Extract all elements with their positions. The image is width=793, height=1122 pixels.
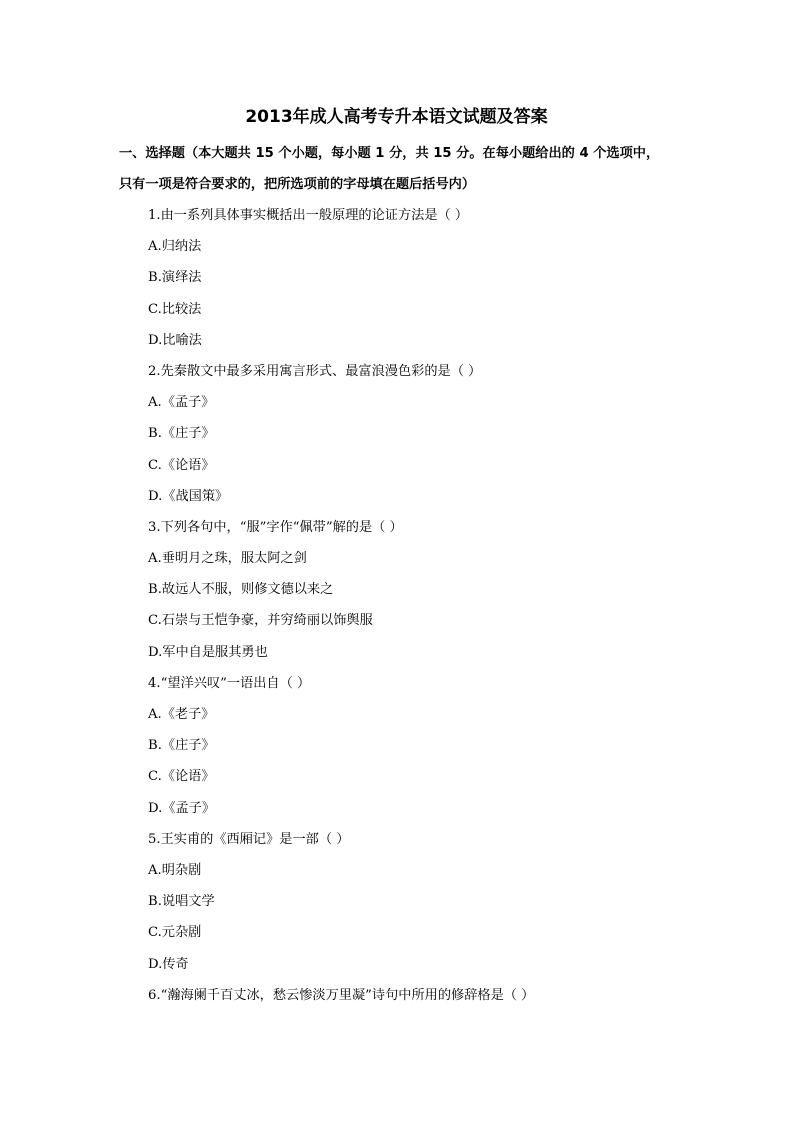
question-2-option-c: C.《论语》 (148, 457, 215, 473)
question-6-stem: 6.“瀚海阑千百丈冰，愁云惨淡万里凝”诗句中所用的修辞格是（ ） (148, 987, 535, 1003)
question-1-option-b: B.演绎法 (148, 270, 202, 286)
question-3-stem: 3.下列各句中，“服”字作“佩带”解的是（ ） (148, 519, 403, 535)
question-4-option-b: B.《庄子》 (148, 738, 215, 754)
question-4-option-d: D.《孟子》 (148, 800, 216, 816)
question-3-option-d: D.军中自是服其勇也 (148, 644, 268, 660)
question-1-option-c: C.比较法 (148, 301, 202, 317)
question-3-option-c: C.石崇与王恺争豪，并穷绮丽以饰舆服 (148, 613, 373, 629)
section-heading-line-1: 一、选择题（本大题共 15 个小题，每小题 1 分，共 15 分。在每小题给出的 4 个选项中， (119, 146, 660, 161)
question-1-stem: 1.由一系列具体事实概括出一般原理的论证方法是（ ） (148, 208, 469, 223)
question-1-option-a: A.归纳法 (148, 239, 202, 255)
question-4-option-a: A.《老子》 (148, 707, 215, 722)
question-5-option-d: D.传奇 (148, 956, 189, 972)
question-2-option-b: B.《庄子》 (148, 426, 215, 442)
question-5-option-c: C.元杂剧 (148, 925, 202, 941)
document-title: 2013年成人高考专升本语文试题及答案 (245, 107, 548, 127)
question-2-stem: 2.先秦散文中最多采用寓言形式、最富浪漫色彩的是（ ） (148, 363, 482, 379)
question-4-stem: 4.“望洋兴叹”一语出自（ ） (148, 675, 311, 691)
question-5-stem: 5.王实甫的《西厢记》是一部（ ） (148, 831, 350, 847)
question-4-option-c: C.《论语》 (148, 769, 215, 785)
question-3-option-a: A.垂明月之珠，服太阿之剑 (148, 551, 307, 567)
question-5-option-b: B.说唱文学 (148, 894, 215, 910)
section-heading-line-2: 只有一项是符合要求的，把所选项前的字母填在题后括号内） (119, 177, 476, 192)
section-heading (119, 138, 679, 200)
question-2-option-d: D.《战国策》 (148, 488, 229, 504)
question-2-option-a: A.《孟子》 (148, 395, 215, 411)
question-3-option-b: B.故远人不服，则修文德以来之 (148, 582, 334, 598)
question-list (148, 200, 708, 1011)
question-1-option-d: D.比喻法 (148, 332, 202, 348)
question-5-option-a: A.明杂剧 (148, 862, 202, 878)
